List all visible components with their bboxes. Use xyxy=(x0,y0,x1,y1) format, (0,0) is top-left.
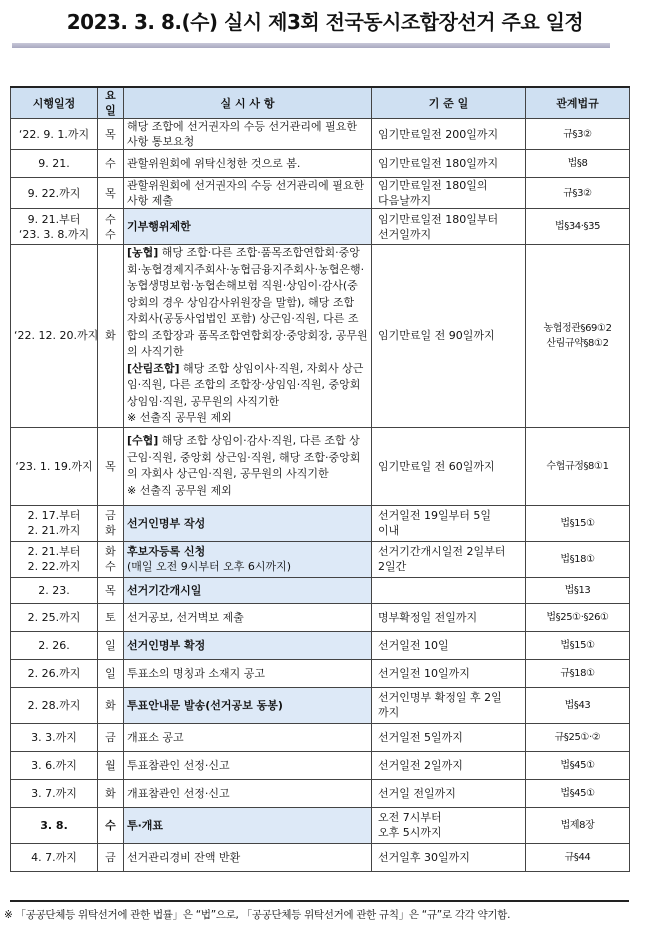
basis-date xyxy=(372,505,526,541)
weekday xyxy=(98,427,124,505)
date-line: 3. 3.까지 xyxy=(31,730,77,744)
law-line: 법§13 xyxy=(564,584,591,596)
basis-date xyxy=(372,631,526,659)
weekday xyxy=(98,150,124,178)
schedule-item xyxy=(124,209,372,245)
related-law xyxy=(526,541,630,577)
schedule-date xyxy=(11,245,98,428)
basis-date xyxy=(372,751,526,779)
basis-date xyxy=(372,150,526,178)
basis-line: 선거인명부 확정일 후 2일 xyxy=(378,691,502,704)
basis-line: 선거일전 5일까지 xyxy=(378,730,463,744)
item-line: 관할위원회에 위탁신청한 것으로 봄. xyxy=(127,157,301,170)
related-law xyxy=(526,245,630,428)
basis-date xyxy=(372,723,526,751)
weekday xyxy=(98,751,124,779)
law-line: 법§45① xyxy=(560,759,595,771)
basis-line: 임기만료일전 180일부터 xyxy=(378,212,499,226)
weekday-line: 수 xyxy=(105,212,116,226)
table-row xyxy=(11,427,630,505)
header-day: 요일 xyxy=(98,87,124,119)
table-row xyxy=(11,577,630,603)
item-group xyxy=(127,361,368,411)
group-text: ※ 선출직 공무원 제외 xyxy=(127,411,232,424)
item-line: 해당 조합에 선거권자의 수등 선거관리에 필요한 사항 통보요청 xyxy=(127,120,358,148)
schedule-date xyxy=(11,150,98,178)
weekday xyxy=(98,687,124,723)
table-row xyxy=(11,119,630,150)
schedule-item xyxy=(124,245,372,428)
table-row xyxy=(11,659,630,687)
header-date: 시행일정 xyxy=(11,87,98,119)
schedule-item xyxy=(124,631,372,659)
schedule-date xyxy=(11,209,98,245)
schedule-item xyxy=(124,659,372,687)
schedule-date xyxy=(11,631,98,659)
basis-date xyxy=(372,427,526,505)
item-line: 선거공보, 선거벽보 제출 xyxy=(127,610,244,624)
date-line: 2. 28.까지 xyxy=(27,698,81,712)
title-underline xyxy=(12,43,610,48)
basis-date xyxy=(372,245,526,428)
schedule-date xyxy=(11,505,98,541)
schedule-date xyxy=(11,659,98,687)
schedule-item xyxy=(124,687,372,723)
basis-line: 선거일전 10일까지 xyxy=(378,666,470,680)
basis-line: 2일간 xyxy=(378,560,407,573)
law-line: 법§15① xyxy=(560,517,595,529)
table-row xyxy=(11,178,630,209)
group-text: 해당 조합 상임이·감사·직원, 다른 조합 상근임·직원, 중앙회 상근임·직원, 해당 조합·중앙회의 자회사 상근임·직원, 공무원의 사직기한 xyxy=(127,434,361,480)
schedule-item xyxy=(124,541,372,577)
schedule-item xyxy=(124,807,372,843)
law-line: 규§18① xyxy=(560,667,595,679)
related-law xyxy=(526,178,630,209)
item-line: 후보자등록 신청 xyxy=(127,545,206,558)
table-row xyxy=(11,843,630,871)
weekday xyxy=(98,178,124,209)
basis-date xyxy=(372,659,526,687)
weekday-line: 월 xyxy=(105,758,116,772)
basis-line: 명부확정일 전일까지 xyxy=(378,610,478,624)
law-line: 법§45① xyxy=(560,787,595,799)
schedule-item xyxy=(124,505,372,541)
related-law xyxy=(526,659,630,687)
weekday-line: 수 xyxy=(105,157,116,170)
related-law xyxy=(526,150,630,178)
date-line: ‘23. 3. 8.까지 xyxy=(18,227,90,241)
weekday-line: 목 xyxy=(105,583,116,597)
table-row xyxy=(11,150,630,178)
page-title: 2023. 3. 8.(수) 실시 제3회 전국동시조합장선거 주요 일정 xyxy=(66,10,584,34)
date-line: 2. 21.까지 xyxy=(27,524,81,537)
related-law xyxy=(526,779,630,807)
basis-date xyxy=(372,178,526,209)
item-line: 선거인명부 확정 xyxy=(127,638,206,652)
schedule-item xyxy=(124,150,372,178)
item-line: 개표소 공고 xyxy=(127,730,184,744)
weekday-line: 화 xyxy=(105,329,116,343)
law-line: 법제8장 xyxy=(560,819,595,831)
schedule-item xyxy=(124,577,372,603)
basis-date xyxy=(372,807,526,843)
schedule-date xyxy=(11,843,98,871)
date-line: 4. 7.까지 xyxy=(31,850,77,864)
weekday-line: 수 xyxy=(105,227,116,241)
schedule-table xyxy=(10,86,630,872)
date-line: 3. 7.까지 xyxy=(31,786,77,800)
table-row xyxy=(11,245,630,428)
date-line: ‘22. 12. 20.까지 xyxy=(14,329,99,343)
related-law xyxy=(526,843,630,871)
weekday-line: 화 xyxy=(105,698,116,712)
schedule-date xyxy=(11,119,98,150)
related-law xyxy=(526,603,630,631)
schedule-date xyxy=(11,178,98,209)
item-line: 기부행위제한 xyxy=(127,220,191,233)
schedule-item xyxy=(124,119,372,150)
law-line: 규§25①·② xyxy=(554,731,601,743)
law-line: 규§3② xyxy=(563,128,592,140)
basis-line: 임기만료일전 180일의 xyxy=(378,179,488,192)
basis-date xyxy=(372,209,526,245)
law-line: 법§34·§35 xyxy=(554,221,601,232)
table-row xyxy=(11,751,630,779)
table-row xyxy=(11,631,630,659)
table-row xyxy=(11,723,630,751)
basis-line: 오후 5시까지 xyxy=(378,826,442,839)
law-line: 규§44 xyxy=(564,851,591,863)
weekday xyxy=(98,209,124,245)
related-law xyxy=(526,577,630,603)
basis-date xyxy=(372,603,526,631)
basis-line: 임기만료일전 200일까지 xyxy=(378,127,499,141)
weekday-line: 화 xyxy=(105,524,116,537)
related-law xyxy=(526,723,630,751)
item-line: 투표안내문 발송(선거공보 동봉) xyxy=(127,698,283,712)
related-law xyxy=(526,119,630,150)
footnote: ※ 「공공단체등 위탁선거에 관한 법률」은 “법”으로, 「공공단체등 위탁선거에 관한 규칙」은 “규”로 각각 약기함. xyxy=(4,909,511,921)
table-row xyxy=(11,603,630,631)
group-text: 해당 조합 상임이사·직원, 자회사 상근임·직원, 다른 조합의 조합장·상임임·직원, 중앙회 상임임·직원, 공무원의 사직기한 xyxy=(127,361,364,408)
schedule-item xyxy=(124,779,372,807)
basis-date xyxy=(372,843,526,871)
law-line: 법§18① xyxy=(560,553,595,565)
item-line: 개표참관인 선정·신고 xyxy=(127,786,230,800)
weekday-line: 화 xyxy=(105,545,116,558)
basis-date xyxy=(372,541,526,577)
law-line: 법§25①·§26① xyxy=(546,611,609,623)
weekday-line: 금 xyxy=(105,509,116,522)
weekday-line: 목 xyxy=(105,127,116,141)
basis-date xyxy=(372,687,526,723)
group-tag: [수협] xyxy=(127,434,159,447)
weekday xyxy=(98,505,124,541)
weekday xyxy=(98,843,124,871)
schedule-date xyxy=(11,779,98,807)
related-law xyxy=(526,505,630,541)
weekday xyxy=(98,659,124,687)
date-line: 2. 26.까지 xyxy=(27,666,81,680)
date-line: ‘23. 1. 19.까지 xyxy=(15,459,93,473)
basis-date xyxy=(372,119,526,150)
schedule-item xyxy=(124,751,372,779)
weekday-line: 화 xyxy=(105,786,116,800)
schedule-item xyxy=(124,178,372,209)
date-line: 2. 21.부터 xyxy=(27,545,81,558)
table-row xyxy=(11,807,630,843)
weekday-line: 목 xyxy=(105,186,116,200)
weekday-line: 토 xyxy=(105,610,116,624)
basis-line: 선거일전 19일부터 5일 xyxy=(378,509,491,522)
weekday-line: 금 xyxy=(105,850,116,864)
item-group xyxy=(127,245,368,361)
date-line: 2. 23. xyxy=(38,583,70,597)
item-group xyxy=(127,483,368,500)
item-group xyxy=(127,410,368,427)
weekday-line: 일 xyxy=(105,666,116,680)
schedule-item xyxy=(124,603,372,631)
item-line: 선거관리경비 잔액 반환 xyxy=(127,850,241,864)
schedule-item xyxy=(124,843,372,871)
schedule-date xyxy=(11,541,98,577)
header-item: 실 시 사 항 xyxy=(124,87,372,119)
related-law xyxy=(526,807,630,843)
weekday xyxy=(98,245,124,428)
table-header-row xyxy=(11,87,630,119)
basis-line: 선거일후 30일까지 xyxy=(378,850,470,864)
schedule-date xyxy=(11,687,98,723)
basis-line: 선거기간개시일전 2일부터 xyxy=(378,545,506,558)
weekday-line: 일 xyxy=(105,638,116,652)
item-line: 투·개표 xyxy=(127,818,164,832)
basis-line: 선거일전 10일 xyxy=(378,638,449,652)
schedule-date xyxy=(11,427,98,505)
schedule-date xyxy=(11,603,98,631)
weekday-line: 금 xyxy=(105,730,116,744)
basis-line: 다음날까지 xyxy=(378,194,432,207)
basis-line: 까지 xyxy=(378,706,400,719)
related-law xyxy=(526,427,630,505)
basis-line: 선거일전 2일까지 xyxy=(378,758,463,772)
related-law xyxy=(526,631,630,659)
item-subtext: (매일 오전 9시부터 오후 6시까지) xyxy=(127,560,292,573)
date-line: 2. 22.까지 xyxy=(27,560,81,573)
weekday xyxy=(98,119,124,150)
group-text: ※ 선출직 공무원 제외 xyxy=(127,483,232,497)
weekday xyxy=(98,723,124,751)
date-line: 3. 8. xyxy=(40,818,68,832)
basis-date xyxy=(372,779,526,807)
item-line: 투표소의 명칭과 소재지 공고 xyxy=(127,666,266,680)
date-line: 9. 21. xyxy=(38,157,70,170)
weekday-line: 수 xyxy=(105,560,116,573)
schedule-date xyxy=(11,807,98,843)
table-bottom-rule xyxy=(10,900,629,902)
header-law: 관계법규 xyxy=(526,87,630,119)
date-line: 3. 6.까지 xyxy=(31,758,77,772)
table-row xyxy=(11,209,630,245)
group-text: 해당 조합·다른 조합·품목조합연합회·중앙회·농협경제지주회사·농협금융지주회사·농협은행·농협생명보험·농협손해보험 직원·상임이·감사(중앙회의 경우 상임감사위원장을 말함), 해당 조합 자회사(공동사업법인 포함) 상근임·직원, 다른 조합의 조합장과 품목조합연합회장·중앙회장, 공무원의 사직기한 xyxy=(127,246,368,358)
table-row xyxy=(11,687,630,723)
schedule-date xyxy=(11,751,98,779)
law-line: 산림규약§8①2 xyxy=(546,337,609,349)
basis-date xyxy=(372,577,526,603)
date-line: 2. 26. xyxy=(38,638,70,652)
item-line: 선거인명부 작성 xyxy=(127,516,206,530)
group-tag: [산림조합] xyxy=(127,361,180,375)
weekday xyxy=(98,603,124,631)
basis-line: 임기만료일 전 60일까지 xyxy=(378,459,495,473)
weekday xyxy=(98,577,124,603)
weekday xyxy=(98,779,124,807)
law-line: 법§15① xyxy=(560,639,595,651)
basis-line: 이내 xyxy=(378,524,400,537)
table-row xyxy=(11,505,630,541)
item-group xyxy=(127,433,368,483)
weekday xyxy=(98,807,124,843)
weekday-line: 수 xyxy=(105,818,116,832)
weekday-line: 목 xyxy=(105,459,116,473)
date-line: 9. 21.부터 xyxy=(27,212,81,226)
weekday xyxy=(98,631,124,659)
basis-line: 임기만료일 전 90일까지 xyxy=(378,329,495,343)
basis-line: 선거일까지 xyxy=(378,227,432,241)
table-row xyxy=(11,779,630,807)
item-line: 투표참관인 선정·신고 xyxy=(127,758,230,772)
date-line: 9. 22.까지 xyxy=(27,186,81,200)
related-law xyxy=(526,687,630,723)
header-basis: 기 준 일 xyxy=(372,87,526,119)
table-row xyxy=(11,541,630,577)
law-line: 수협규정§8①1 xyxy=(546,460,609,472)
date-line: ‘22. 9. 1.까지 xyxy=(18,127,90,141)
item-line: 선거기간개시일 xyxy=(127,583,202,597)
item-line: 관할위원회에 선거권자의 수등 선거관리에 필요한 사항 제출 xyxy=(127,179,365,207)
date-line: 2. 17.부터 xyxy=(27,509,81,522)
basis-line: 선거일 전일까지 xyxy=(378,786,456,800)
related-law xyxy=(526,209,630,245)
law-line: 법§43 xyxy=(564,699,591,711)
basis-line: 임기만료일전 180일까지 xyxy=(378,157,499,170)
related-law xyxy=(526,751,630,779)
schedule-date xyxy=(11,577,98,603)
group-tag: [농협] xyxy=(127,246,159,259)
schedule-item xyxy=(124,723,372,751)
basis-line: 오전 7시부터 xyxy=(378,811,442,824)
law-line: 법§8 xyxy=(567,158,588,169)
schedule-date xyxy=(11,723,98,751)
date-line: 2. 25.까지 xyxy=(27,610,81,624)
law-line: 규§3② xyxy=(563,187,592,199)
schedule-item xyxy=(124,427,372,505)
law-line: 농협정관§69①2 xyxy=(543,322,612,334)
weekday xyxy=(98,541,124,577)
